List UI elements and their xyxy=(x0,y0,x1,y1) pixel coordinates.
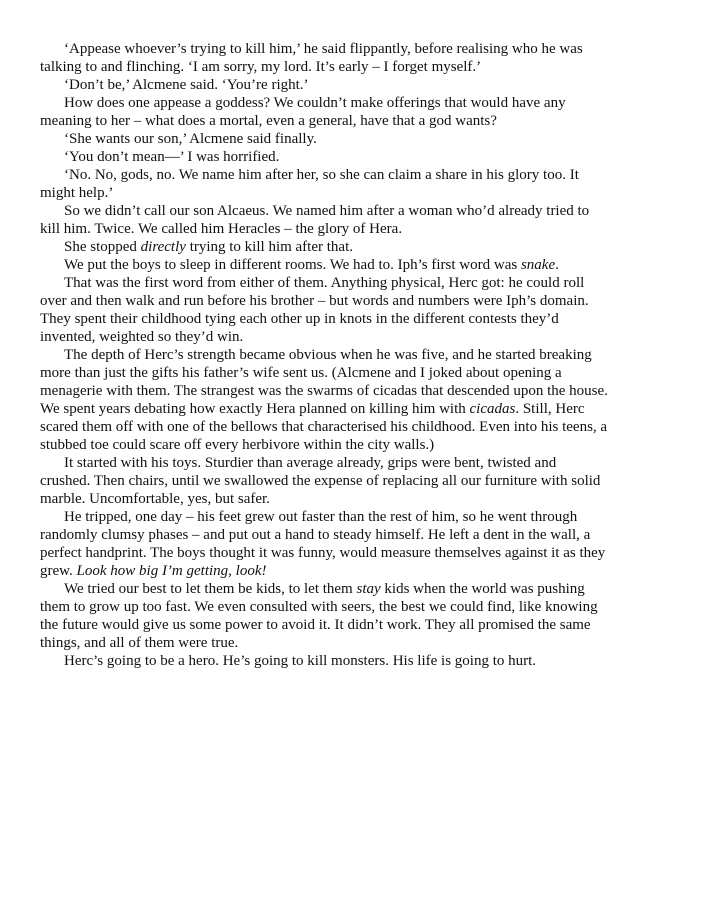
paragraph-7: So we didn’t call our son Alcaeus. We named him after a woman who’d already tried to kill him. Twice. We called him Heracles – the glory of Hera. xyxy=(40,203,590,237)
paragraph-15: Herc’s going to be a hero. He’s going to kill monsters. His life is going to hurt. xyxy=(64,653,537,669)
paragraph-4: ‘She wants our son,’ Alcmene said finally. xyxy=(64,131,317,147)
paragraph-6: ‘No. No, gods, no. We name him after her, so she can claim a share in his glory too. It might help.’ xyxy=(40,167,579,201)
paragraph-3: How does one appease a goddess? We couldn’t make offerings that would have any meaning to her – what does a mortal, even a general, have that a god wants? xyxy=(40,95,566,129)
italic-emphasis: snake xyxy=(520,257,556,273)
paragraph-14: We tried our best to let them be kids, to let them stay kids when the world was pushing them to grow up too fast. We even consulted with seers, the best we could find, like knowing the future would give us some power to avoid it. It didn’t work. They all promised the same things, and all of them were true. xyxy=(40,581,598,651)
italic-emphasis: cicadas xyxy=(469,401,516,417)
paragraph-11: The depth of Herc’s strength became obvious when he was five, and he started breaking more than just the gifts his father’s wife sent us. (Alcmene and I joked about opening a menagerie with them. The strangest was the swarms of cicadas that descended upon the house. We spent years debating how exactly Hera planned on killing him with cicadas. Still, Herc scared them off with one of the bellows that characterised his childhood. Even into his teens, a stubbed toe could scare off every herbivore within the city walls.) xyxy=(40,347,608,453)
page-body xyxy=(40,40,610,670)
paragraph-13: He tripped, one day – his feet grew out faster than the rest of him, so he went through randomly clumsy phases – and put out a hand to steady himself. He left a dent in the wall, a perfect handprint. The boys thought it was funny, would measure themselves against it as they grew. Look how big I’m getting, look! xyxy=(40,509,606,579)
paragraph-10: That was the first word from either of them. Anything physical, Herc got: he could roll over and then walk and run before his brother – but words and numbers were Iph’s domain. They spent their childhood tying each other up in knots in the different contests they’d invented, weighted so they’d win. xyxy=(40,275,589,345)
paragraph-5: ‘You don’t mean—’ I was horrified. xyxy=(64,149,280,165)
italic-emphasis: directly xyxy=(140,239,186,255)
paragraph-9: We put the boys to sleep in different rooms. We had to. Iph’s first word was snake. xyxy=(64,257,559,273)
paragraph-1: ‘Appease whoever’s trying to kill him,’ he said flippantly, before realising who he was talking to and flinching. ‘I am sorry, my lord. It’s early – I forget myself.’ xyxy=(40,41,583,75)
paragraph-12: It started with his toys. Sturdier than average already, grips were bent, twisted and crushed. Then chairs, until we swallowed the expense of replacing all our furniture with solid marble. Uncomfortable, yes, but safer. xyxy=(40,455,601,507)
paragraph-2: ‘Don’t be,’ Alcmene said. ‘You’re right.’ xyxy=(64,77,309,93)
paragraph-8: She stopped directly trying to kill him after that. xyxy=(64,239,353,255)
italic-emphasis: stay xyxy=(356,581,381,597)
italic-emphasis: Look how big I’m getting, look! xyxy=(76,563,267,579)
